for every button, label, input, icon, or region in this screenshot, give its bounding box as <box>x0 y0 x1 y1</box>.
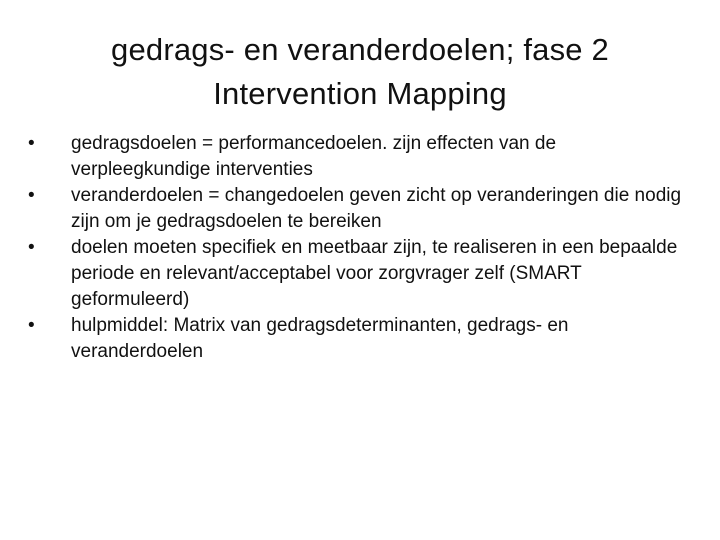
bullet-text: veranderdoelen = changedoelen geven zicht op veranderingen die nodig zijn om je gedragsdoelen te bereiken <box>71 185 682 232</box>
slide-title <box>40 28 680 116</box>
bullet-icon: • <box>28 237 35 258</box>
bullet-icon: • <box>28 133 35 154</box>
slide-title-line-1: gedrags- en veranderdoelen; fase 2 <box>111 32 609 67</box>
bullet-item <box>28 235 688 313</box>
bullet-text: hulpmiddel: Matrix van gedragsdeterminanten, gedrags- en veranderdoelen <box>71 315 569 362</box>
bullet-item <box>28 313 688 365</box>
bullet-text: doelen moeten specifiek en meetbaar zijn, te realiseren in een bepaalde periode en relevant/acceptabel voor zorgvrager zelf (SMART geformuleerd) <box>71 237 678 310</box>
slide-title-line-2: Intervention Mapping <box>213 76 507 111</box>
bullet-item <box>28 131 688 183</box>
bullet-icon: • <box>28 315 35 336</box>
bullet-text: gedragsdoelen = performancedoelen. zijn effecten van de verpleegkundige interventies <box>71 133 557 180</box>
bullet-list <box>28 131 688 365</box>
bullet-item <box>28 183 688 235</box>
bullet-icon: • <box>28 185 35 206</box>
